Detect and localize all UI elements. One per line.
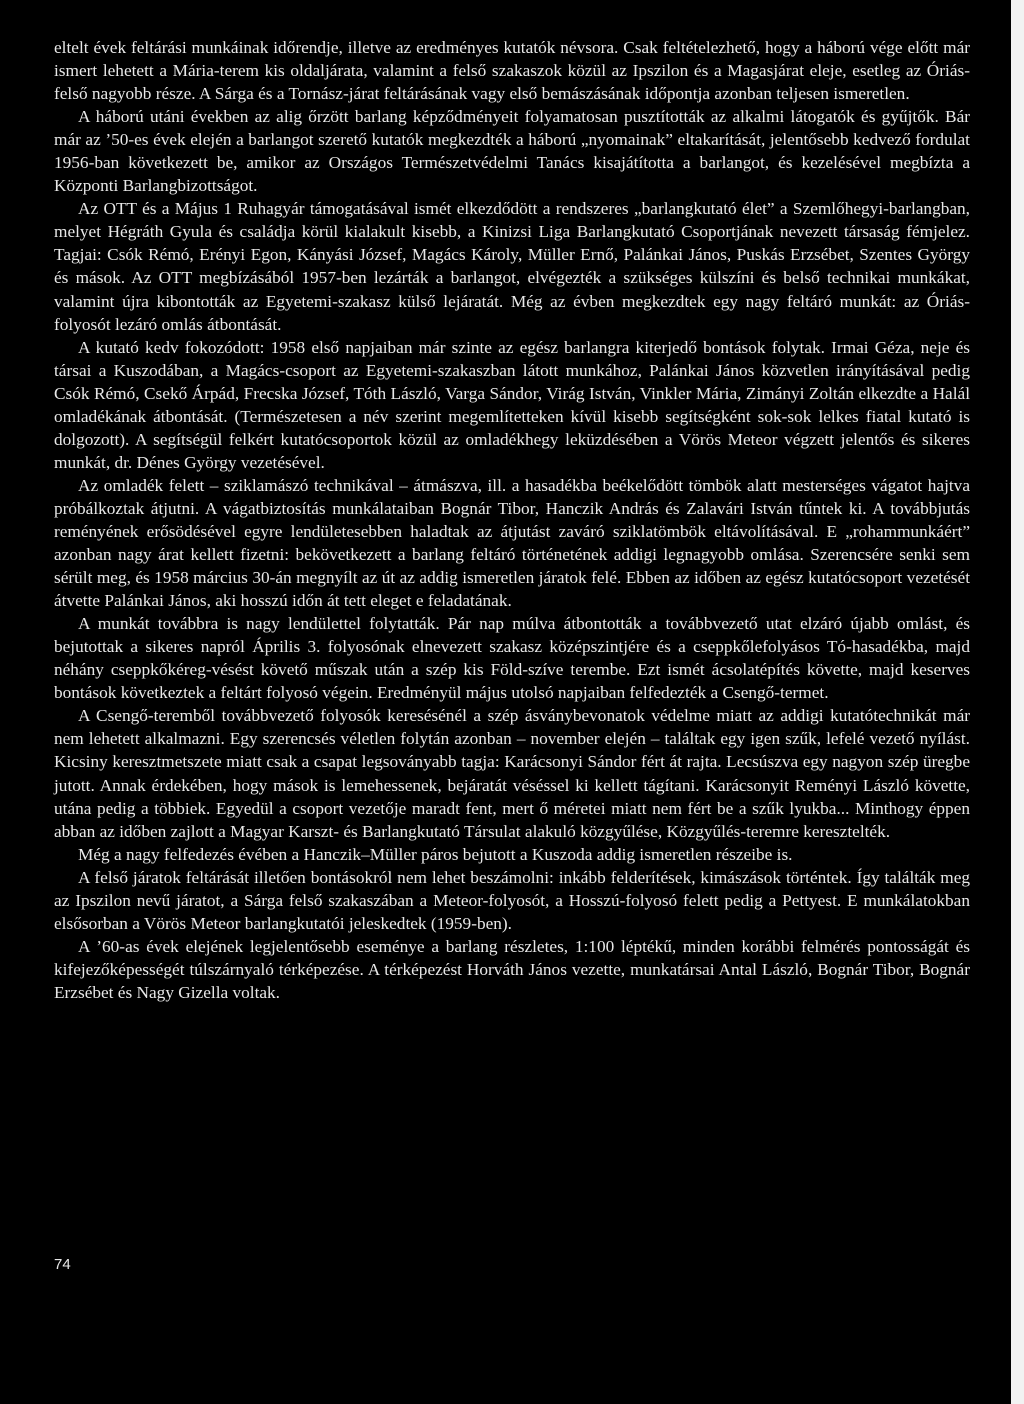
paragraph: A háború utáni években az alig őrzött barlang képződményeit folyamatosan pusztították az alkalmi látogatók és gyűjtők. Bár már az ’50-es évek elején a barlangot szerető kutatók megkezdték a háború „nyomainak” eltakarítását, jelentősebb kedvező fordulat 1956-ban következett be, amikor az Országos Természetvédelmi Tanács kisajátította a barlangot, és kezelésével megbízta a Központi Barlangbizottságot. <box>54 107 970 196</box>
paragraph: A munkát továbbra is nagy lendülettel folytatták. Pár nap múlva átbontották a továbbvezető utat elzáró újabb omlást, és bejutottak a sikeres napról Április 3. folyosónak elnevezett szakasz középszintjére és a cseppkőlefolyásos Tó-hasadékba, majd néhány cseppkőkéreg-vésést követő műszak után a szép kis Föld-szíve terembe. Ezt ismét ácsolatépítés követte, majd keserves bontások következtek a feltárt folyosó végein. Eredményül május utolsó napjaiban felfedezték a Csengő-termet. <box>54 614 970 703</box>
paragraph: eltelt évek feltárási munkáinak időrendje, illetve az eredményes kutatók névsora. Csak feltételezhető, hogy a háború vége előtt már ismert lehetett a Mária-terem kis oldaljárata, valamint a felső szakaszok közül az Ipszilon és a Magasjárat eleje, esetleg az Óriás-felső nagyobb része. A Sárga és a Tornász-járat feltárásának vagy első bemászásának időpontja azonban teljesen ismeretlen. <box>54 38 970 104</box>
paragraph: A Csengő-teremből továbbvezető folyosók keresésénél a szép ásványbevonatok védelme miatt az addigi kutatótechnikát már nem lehetett alkalmazni. Egy szerencsés véletlen folytán azonban – november elején – találtak egy igen szűk, lefelé vezető nyílást. Kicsiny keresztmetszete miatt csak a csapat legsoványabb tagja: Karácsonyi Sándor fért át rajta. Lecsúszva egy nagyon szép üregbe jutott. Annak érdekében, hogy mások is lemehessenek, bejáratát véséssel ki kellett tágítani. Karácsonyit Reményi László követte, utána pedig a többiek. Egyedül a csoport vezetője maradt fent, mert ő méretei miatt nem fért be a szűk lyukba... Minthogy éppen abban az időben zajlott a Magyar Karszt- és Barlangkutató Társulat alakuló közgyűlése, Közgyűlés-teremre keresztelték. <box>54 706 970 841</box>
paragraph: Az omladék felett – sziklamászó technikával – átmászva, ill. a hasadékba beékelődött tömbök alatt mesterséges vágatot hajtva próbálkoztak átjutni. A vágatbiztosítás munkálataiban Bognár Tibor, Hanczik András és Zalavári István tűntek ki. A továbbjutás reményének erősödésével egyre lendületesebben haladtak az átjutást zaváró sziklatömbök eltávolításával. E „rohammunkáért” azonban nagy árat kellett fizetni: bekövetkezett a barlang feltáró történetének addigi legnagyobb omlása. Szerencsére senki sem sérült meg, és 1958 március 30-án megnyílt az út az addig ismeretlen járatok felé. Ebben az időben az egész kutatócsoport vezetését átvette Palánkai János, aki hosszú időn át tett eleget e feladatának. <box>54 475 970 611</box>
paragraph: A ’60-as évek elejének legjelentősebb eseménye a barlang részletes, 1:100 léptékű, minden korábbi felmérés pontosságát és kifejezőképességét túlszárnyaló térképezése. A térképezést Horváth János vezette, munkatársai Antal László, Bognár Tibor, Bognár Erzsébet és Nagy Gizella voltak. <box>54 936 970 1002</box>
body-text <box>54 36 970 1004</box>
page-number: 74 <box>54 1256 71 1273</box>
paragraph: Az OTT és a Május 1 Ruhagyár támogatásával ismét elkezdődött a rendszeres „barlangkutató élet” a Szemlőhegyi-barlangban, melyet Hégráth Gyula és családja körül kialakult kisebb, a Kinizsi Liga Barlangkutató Csoportjának nevezett társaság fémjelez. Tagjai: Csók Rémó, Erényi Egon, Kányási József, Magács Károly, Müller Ernő, Palánkai János, Puskás Erzsébet, Szentes György és mások. Az OTT megbízásából 1957-ben lezárták a barlangot, elvégezték a szükséges külszíni és belső technikai munkákat, valamint újra kibontották az Egyetemi-szakasz külső lejáratát. Még az évben megkezdtek egy nagy feltáró munkát: az Óriás-folyosót lezáró omlás átbontását. <box>54 199 970 334</box>
paragraph: A kutató kedv fokozódott: 1958 első napjaiban már szinte az egész barlangra kiterjedő bontások folytak. Irmai Géza, neje és társai a Kuszodában, a Magács-csoport az Egyetemi-szakaszban látott munkához, Palánkai János közvetlen irányításával pedig Csók Rémó, Csekő Árpád, Frecska József, Tóth László, Varga Sándor, Virág István, Vinkler Mária, Zimányi Zoltán elkezdte a Halál omladékának átbontását. (Természetesen a név szerint megemlítetteken kívül kisebb segítségként sok-sok lelkes fiatal kutató is dolgozott). A segítségül felkért kutatócsoportok közül az omladékhegy leküzdésében a Vörös Meteor végzett jelentős és sikeres munkát, dr. Dénes György vezetésével. <box>54 337 970 472</box>
scan-edge <box>1011 0 1024 1404</box>
paragraph: A felső járatok feltárását illetően bontásokról nem lehet beszámolni: inkább felderítések, kimászások történtek. Így találták meg az Ipszilon nevű járatot, a Sárga felső szakaszában a Meteor-folyosót, a Hosszú-folyosó felett pedig a Pettyest. E munkálatokban elsősorban a Vörös Meteor barlangkutatói jeleskedtek (1959-ben). <box>54 867 970 933</box>
paragraph: Még a nagy felfedezés évében a Hanczik–Müller páros bejutott a Kuszoda addig ismeretlen részeibe is. <box>78 844 793 864</box>
